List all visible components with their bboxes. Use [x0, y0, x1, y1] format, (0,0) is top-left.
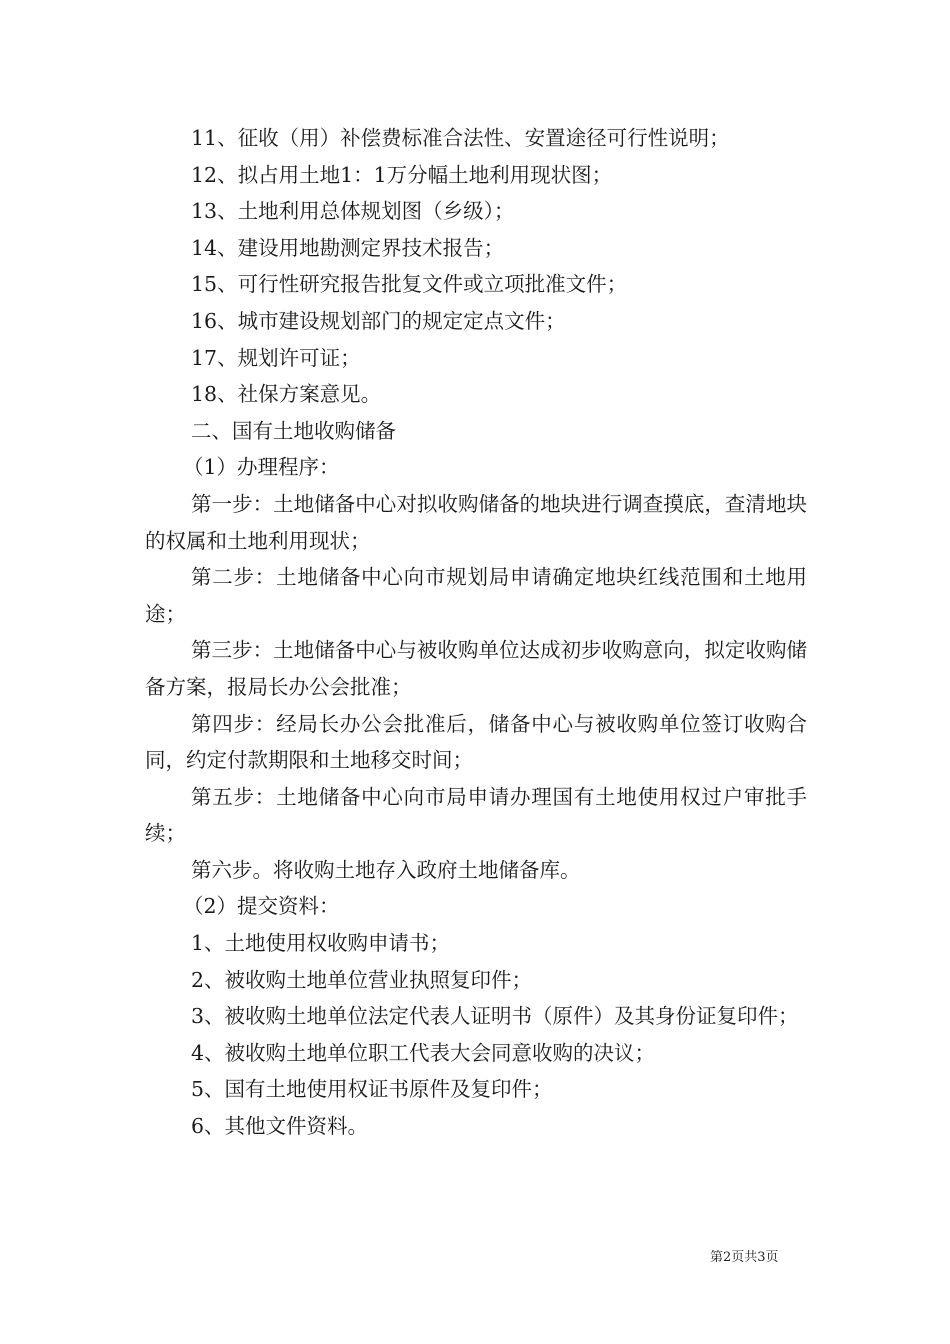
- list-item-11: 11、征收（用）补偿费标准合法性、安置途径可行性说明；: [191, 126, 730, 150]
- list-item-15: 15、可行性研究报告批复文件或立项批准文件；: [191, 272, 628, 297]
- material-item-3: 3、被收购土地单位法定代表人证明书（原件）及其身份证复印件；: [191, 1004, 799, 1029]
- list-item-12: 12、拟占用土地1：1万分幅土地利用现状图；: [191, 162, 613, 187]
- section-heading: 二、国有土地收购储备: [191, 418, 396, 443]
- list-item-16: 16、城市建设规划部门的规定定点文件；: [191, 308, 566, 333]
- material-item-2: 2、被收购土地单位营业执照复印件；: [191, 967, 533, 992]
- step-4: 第四步：经局长办公会批准后，储备中心与被收购单位签订收购合同，约定付款期限和土地移交时间；: [145, 711, 807, 773]
- subsection-heading-procedure: （1）办理程序：: [183, 455, 340, 480]
- list-item-17: 17、规划许可证；: [191, 345, 361, 370]
- material-item-5: 5、国有土地使用权证书原件及复印件；: [191, 1077, 553, 1102]
- material-item-6: 6、其他文件资料。: [191, 1114, 369, 1139]
- material-item-4: 4、被收购土地单位职工代表大会同意收购的决议；: [191, 1040, 656, 1065]
- list-item-13: 13、土地利用总体规划图（乡级）；: [191, 199, 515, 224]
- page-number: 第2页共3页: [710, 1250, 779, 1265]
- material-item-1: 1、土地使用权收购申请书；: [191, 931, 451, 956]
- step-6: 第六步。将收购土地存入政府土地储备库。: [191, 857, 581, 882]
- step-2: 第二步：土地储备中心向市规划局申请确定地块红线范围和土地用途；: [145, 565, 807, 626]
- step-1: 第一步：土地储备中心对拟收购储备的地块进行调查摸底，查清地块的权属和土地利用现状；: [145, 491, 807, 553]
- list-item-14: 14、建设用地勘测定界技术报告；: [191, 235, 505, 260]
- document-body: [145, 120, 807, 1145]
- step-5: 第五步：土地储备中心向市局申请办理国有土地使用权过户审批手续；: [145, 784, 807, 846]
- step-3: 第三步：土地储备中心与被收购单位达成初步收购意向，拟定收购储备方案，报局长办公会批准；: [145, 638, 807, 699]
- list-item-18: 18、社保方案意见。: [191, 382, 382, 407]
- subsection-heading-materials: （2）提交资料：: [183, 894, 340, 919]
